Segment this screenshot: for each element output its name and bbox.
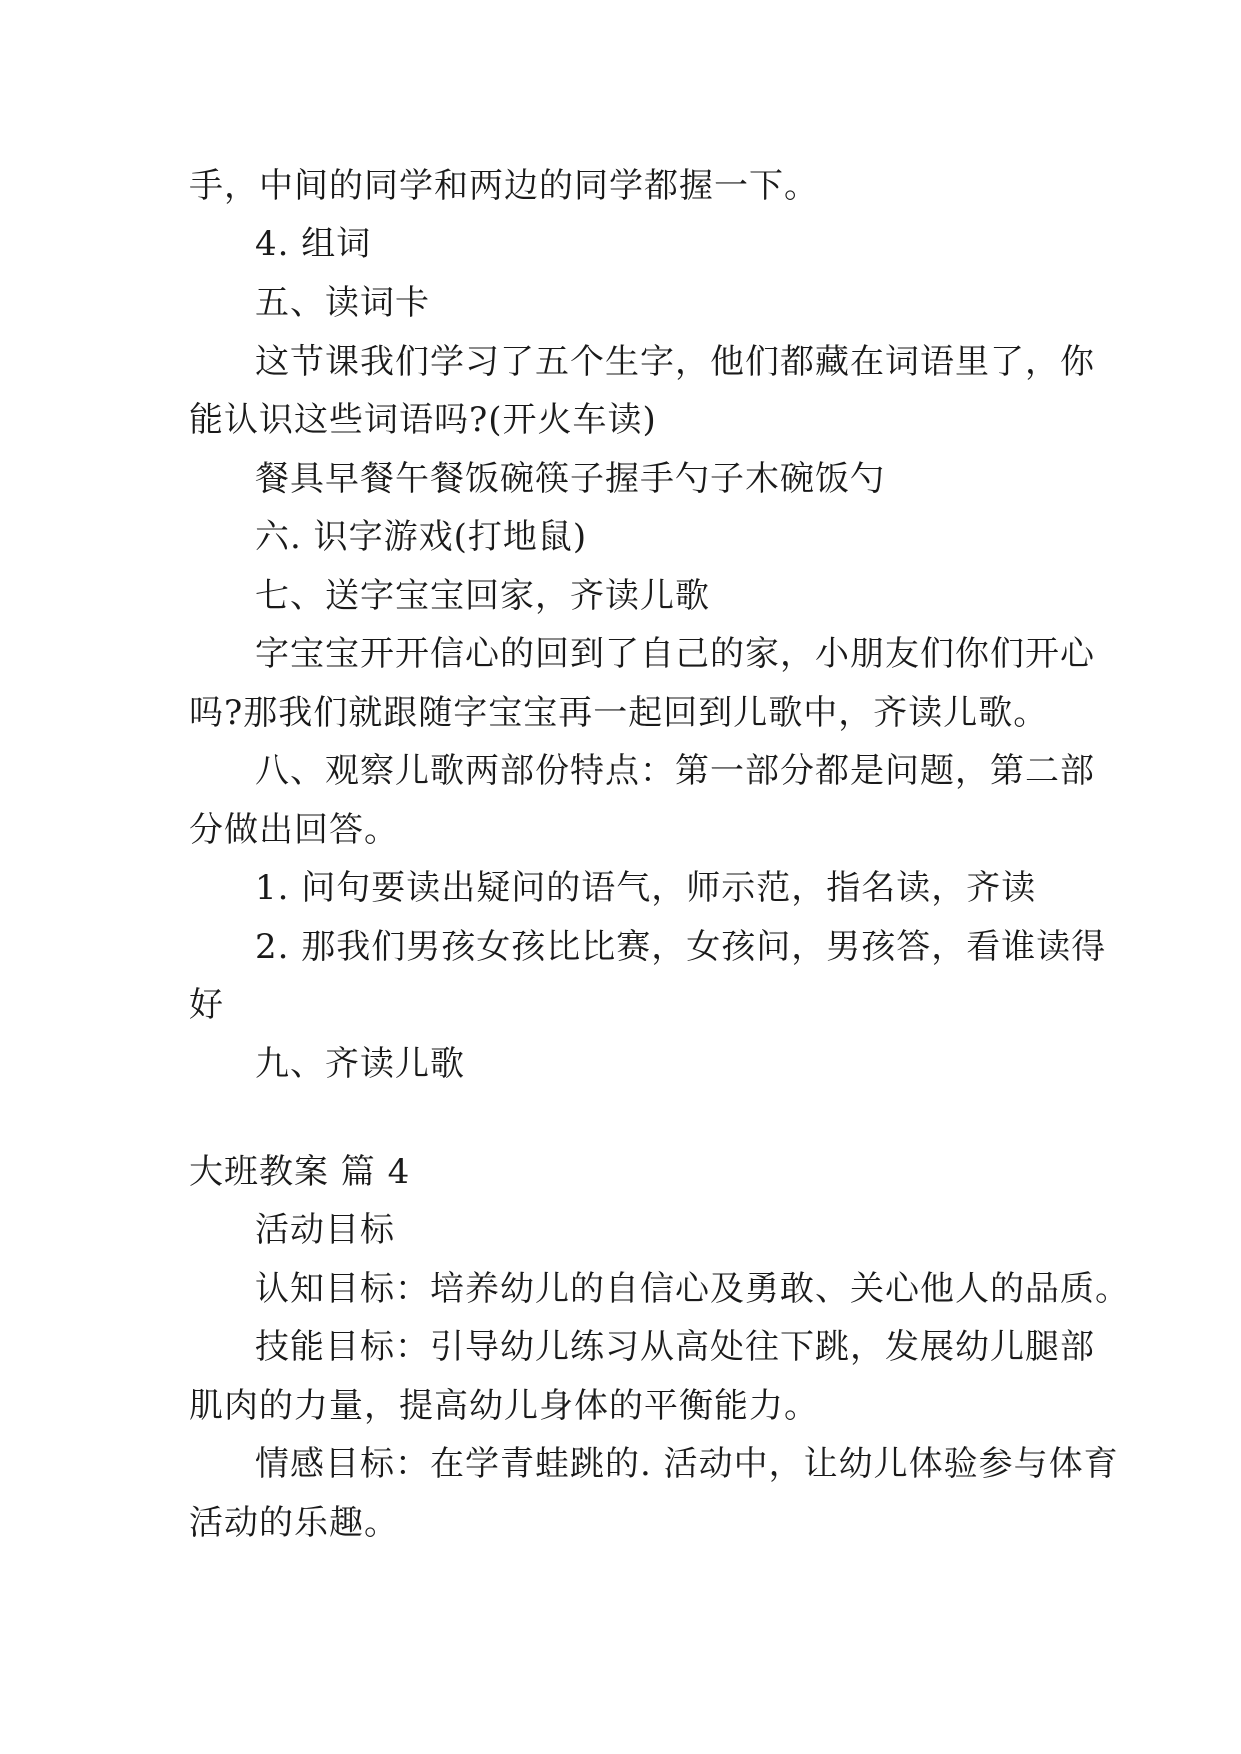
text-line: 餐具早餐午餐饭碗筷子握手勺子木碗饭勺: [255, 459, 885, 499]
text-line: 吗?那我们就跟随字宝宝再一起回到儿歌中，齐读儿歌。: [189, 693, 1049, 733]
text-line: 七、送字宝宝回家，齐读儿歌: [255, 576, 710, 616]
text-line: 活动目标: [255, 1210, 395, 1250]
text-line: 六. 识字游戏(打地鼠): [255, 517, 588, 557]
text-line: 活动的乐趣。: [189, 1503, 399, 1543]
text-line: 肌肉的力量，提高幼儿身体的平衡能力。: [189, 1386, 819, 1426]
section-heading: 大班教案 篇 4: [189, 1152, 411, 1192]
text-line: 五、读词卡: [255, 283, 430, 323]
text-line: 八、观察儿歌两部份特点：第一部分都是问题，第二部: [255, 751, 1095, 791]
text-line: 分做出回答。: [189, 810, 399, 850]
text-line: 九、齐读儿歌: [255, 1044, 465, 1084]
text-line: 好: [189, 985, 224, 1025]
text-line: 手，中间的同学和两边的同学都握一下。: [189, 166, 819, 206]
text-line: 能认识这些词语吗?(开火车读): [189, 400, 657, 440]
text-line: 1. 问句要读出疑问的语气，师示范，指名读，齐读: [255, 868, 1037, 908]
text-line: 情感目标：在学青蛙跳的. 活动中，让幼儿体验参与体育: [255, 1444, 1119, 1484]
text-line: 2. 那我们男孩女孩比比赛，女孩问，男孩答，看谁读得: [255, 927, 1107, 967]
text-line: 字宝宝开开信心的回到了自己的家，小朋友们你们开心: [255, 634, 1095, 674]
text-line: 这节课我们学习了五个生字，他们都藏在词语里了，你: [255, 342, 1095, 382]
text-line: 4. 组词: [255, 224, 372, 264]
text-line: 技能目标：引导幼儿练习从高处往下跳，发展幼儿腿部: [255, 1327, 1095, 1367]
text-line: 认知目标：培养幼儿的自信心及勇敢、关心他人的品质。: [255, 1269, 1130, 1309]
